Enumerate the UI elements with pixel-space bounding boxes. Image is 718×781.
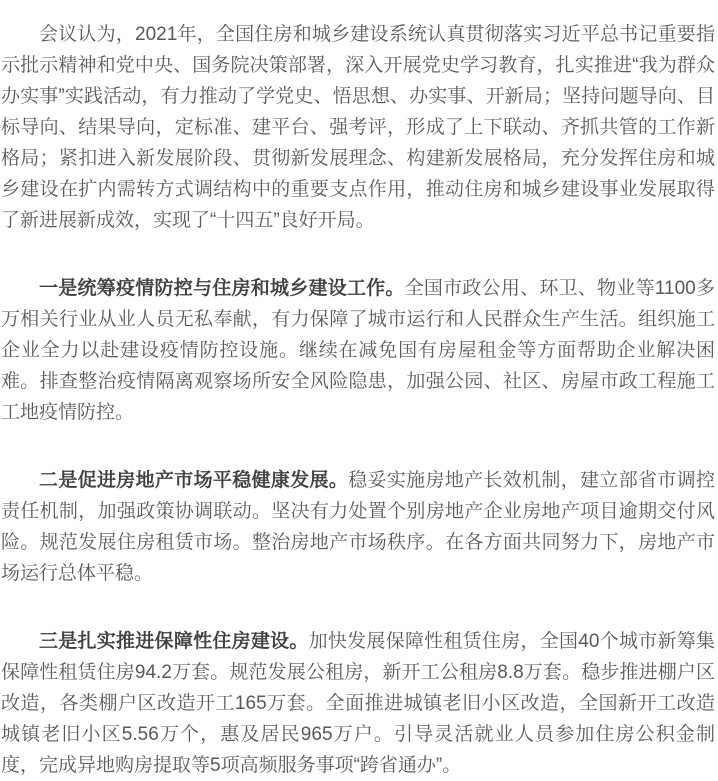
paragraph-text: 稳妥实施房地产长效机制，建立部省市调控责任机制，加强政策协调联动。坚决有力处置个别房地产企业房地产项目逾期交付风险。规范发展住房租赁市场。整治房地产市场秩序。在各方面共同努力下，房地产市场运行总体平稳。 [1, 470, 715, 584]
article-paragraph [1, 19, 715, 236]
article-paragraph [1, 273, 715, 428]
paragraph-text: 加快发展保障性租赁住房，全国40个城市新筹集保障性租赁住房94.2万套。规范发展公租房，新开工公租房8.8万套。稳步推进棚户区改造，各类棚户区改造开工165万套。全面推进城镇老旧小区改造，全国新开工改造城镇老旧小区5.56万个，惠及居民965万户。引导灵活就业人员参加住房公积金制度，完成异地购房提取等5项高频服务事项“跨省通办”。 [1, 631, 715, 776]
paragraph-lead: 一是统筹疫情防控与住房和城乡建设工作。 [39, 278, 405, 299]
article-paragraph [1, 465, 715, 589]
paragraph-lead: 三是扎实推进保障性住房建设。 [39, 631, 309, 652]
paragraph-text: 全国市政公用、环卫、物业等1100多万相关行业从业人员无私奉献，有力保障了城市运行和人民群众生产生活。组织施工企业全力以赴建设疫情防控设施。继续在减免国有房屋租金等方面帮助企业解决困难。排查整治疫情隔离观察场所安全风险隐患，加强公园、社区、房屋市政工程施工工地疫情防控。 [1, 278, 715, 423]
paragraph-lead: 二是促进房地产市场平稳健康发展。 [39, 470, 349, 491]
article-paragraph [1, 626, 715, 781]
paragraph-text: 会议认为，2021年，全国住房和城乡建设系统认真贯彻落实习近平总书记重要指示批示精神和党中央、国务院决策部署，深入开展党史学习教育，扎实推进“我为群众办实事”实践活动，有力推动了学党史、悟思想、办实事、开新局；坚持问题导向、目标导向、结果导向，定标准、建平台、强考评，形成了上下联动、齐抓共管的工作新格局；紧扣进入新发展阶段、贯彻新发展理念、构建新发展格局，充分发挥住房和城乡建设在扩内需转方式调结构中的重要支点作用，推动住房和城乡建设事业发展取得了新进展新成效，实现了“十四五”良好开局。 [1, 24, 715, 231]
